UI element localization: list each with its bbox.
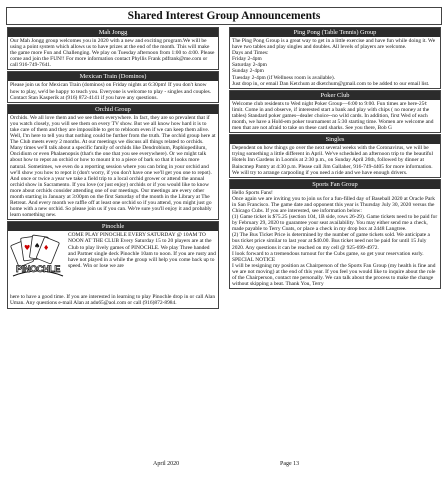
singles-section — [229, 134, 441, 177]
days-label: Days and Times: — [232, 50, 269, 57]
time-slot: Friday 2-4pm — [232, 56, 262, 63]
pinochle-cards-logo — [10, 232, 66, 294]
time-slot: Sunday 2-4pm — [232, 68, 264, 75]
svg-text:♥: ♥ — [24, 244, 31, 253]
footer-page-number: Page 13 — [280, 461, 300, 467]
pinochle-logo-text: PINOCHLE — [15, 264, 61, 275]
sports-section — [229, 179, 441, 290]
section-header: Pinochle — [8, 222, 218, 231]
section-header: Singles — [230, 135, 440, 144]
section-header: Orchid Group — [8, 105, 218, 114]
section-text: Just drop in, or email Dan Ketchum at dketchum@gmail.com to be added to our email list. — [232, 80, 430, 87]
ping-pong-section — [229, 27, 441, 89]
section-header: Sports Fan Group — [230, 180, 440, 189]
time-slot: Saturday 2-4pm — [232, 62, 267, 69]
mahjong-section — [7, 27, 219, 70]
list-item: (1) Game ticket is $75.25 (section 104, 1B side, rows 26-29). Game tickets need to be paid for by February 29, 2020 to guarantee your seat availability. You may either send me a check, made payable to Terry Coats, or place a check in my drop box at 2448 Langtree. — [232, 214, 438, 233]
section-header: Mah Jongg — [8, 28, 218, 37]
section-text: Our Mah Jongg group welcomes you in 2020 with a new and exciting program.We will be using a point system which allows us to have prizes at the end of the month. This will make the game more Fun and Challenging. We play on Tuesday afternoon from 1:00 to 4:00. Please come and join the FUN!! For more information contact Phyllis Frank pdfrank@me.com or call 916-749-7641. — [10, 38, 215, 69]
footer-date: April 2020 — [153, 461, 180, 467]
pinochle-section — [7, 221, 219, 308]
section-text: here to have a good time. If you are interested in learning to play Pinochle drop in or call Alan Uman. Any questions e-mail Alan at adu65@aol.com or call (916)872-8984. — [10, 294, 216, 307]
list-item: (2) The Bus Ticket Price is determined by the number of game tickets sold. We anticipate a bus ticket price similar to last year at $40.00. Bus ticket need not be paid for until 15 July 2020. Any questions it can be reached on my cell @ 925-699-4972. — [232, 232, 430, 251]
section-text: Dependent on how things go over the next several weeks with the Coronavirus, we will be trying something a little different in April. We've scheduled an afternoon trip to the beautiful Hotels Inn Gardens in Loomis at 2:30 p.m., on Sunday April 26th, followed by dinner at Baincmep Pantry at 4:30 p.m. Please call Jim Gallaher, 916-749-4405 for more information. We will try to arrange carpooling if you need a ride and we have enough drivers. — [232, 145, 434, 176]
page-title: Shared Interest Group Announcements — [6, 7, 442, 25]
newsletter-page — [6, 7, 442, 472]
section-text: Welcome club residents to Wed night Poker Group—6:00 to 9:00. Fun times are here-25¢ limit. Come in and observe, if interested start a bank and play with chips ( no money at the tables) Standard poker games--dealer choice--no wild cards. In addition, first Wed of each month, we have a Hold-em poker tournament at 5:30 starting time. Women are welcome and men that are not afraid to take on these card sharks. See you there, Bob G — [232, 100, 434, 132]
section-text: COME PLAY PINOCHLE EVERY SATURDAY @ 10AM TO NOON AT THE CLUB Every Saturday 15 to 20 players are at the Club to play lively games of PINOCHLE. We play Three handed and Partner single deck Pinochle 10am to noon. If you are rusty and have not played in a while the group will help you come back up to speed. Win or lose we are — [68, 232, 216, 269]
section-header: Mexican Train (Dominos) — [8, 72, 218, 81]
poker-section — [229, 90, 441, 133]
time-slot: Tuesday 2-4pm (if Wellness room is available). — [232, 74, 336, 81]
section-text: I will be resigning my position as Chairperson of the Sports Fan Group (my health is fine and we are not moving) at the end of this year. If you feel you would like to inquire about the role of the Chairperson, contact me personally. We can talk about the process to make the change without skipping a beat. Thank You, Terry — [232, 262, 436, 288]
section-text: Please join us for Mexican Train (dominos) on Friday nights at 6:30pm! If you don't know how to play, we'd be happy to teach you. Everyone is welcome to play - singles and couples. Contact Stan Kasperik at (916) 872-4141 if you have any questions. — [10, 82, 212, 101]
section-header: Poker Club — [230, 91, 440, 100]
section-text: Once again we are inviting you to join us for a fun-filled day of Baseball 2020 at Oracle Park in San Francisco. The game date and opponent this year is Thursday July 30, 2020 versus the Chicago Cubs. If you are interested, see information below: — [232, 195, 435, 214]
section-text: The Ping Pong Group is a great way to get in a little exercise and have fun while doing it. We have two tables and play singles and doubles. All levels of players are welcome. — [232, 38, 436, 51]
svg-text:♠: ♠ — [34, 242, 41, 251]
section-header: Ping Pong (Table Tennis) Group — [230, 28, 440, 37]
greeting: Hello Sports Fans! — [232, 189, 273, 196]
left-column — [7, 27, 219, 458]
special-notice: SPECIAL NOTICE — [232, 256, 276, 263]
right-column — [229, 27, 441, 458]
orchid-section — [7, 104, 219, 221]
mexican-train-section — [7, 71, 219, 102]
svg-text:♦: ♦ — [43, 244, 50, 253]
section-text: Orchids. We all love them and we see them everywhere. In fact, they are so prevalent that if you watch closely, you will see them on every TV show. But we all know how hard it is to take care of them and they are impossible to get to rebloom even if we can keep them alive. Well, I'm here to tell you that nothing could be further from the truth. The orchid group here at The Club meets every 2 months. At our meetings we discuss all things related to orchids. Many times we'll talk about a specific family of orchids like Dendrobium, Paphiopedilum, Oncidium or even Phalaenopsis (that's the one that you see everywhere). Or we might talk about how to repot an orchid or how to mount it to a piece of bark so that it looks more natural. Sometimes, we even do a reporting session where you can bring in your orchid and we'll show you how to repot it (don't worry, if you don't have one we'll get you one to repot). And once or twice a year we take a field trip to a local orchid grower or attend the annual orchid show in Sacramento. If you love (or just enjoy) orchids or if you would like to know more about orchids consider attending one of our meetings. Our meetings are every other month starting in January at 3:00pm on the first Saturday of the month in the Library at The Retreat. And every month we raffle off at least one orchid so if you attend, you might just go home with a new orchid. So please join us if you can. We're sure you'll enjoy it and probably learn something new. — [10, 114, 216, 219]
section-text: I look forward to a tremendous turnout for the Cubs game, so get your reservation early. — [232, 250, 424, 257]
